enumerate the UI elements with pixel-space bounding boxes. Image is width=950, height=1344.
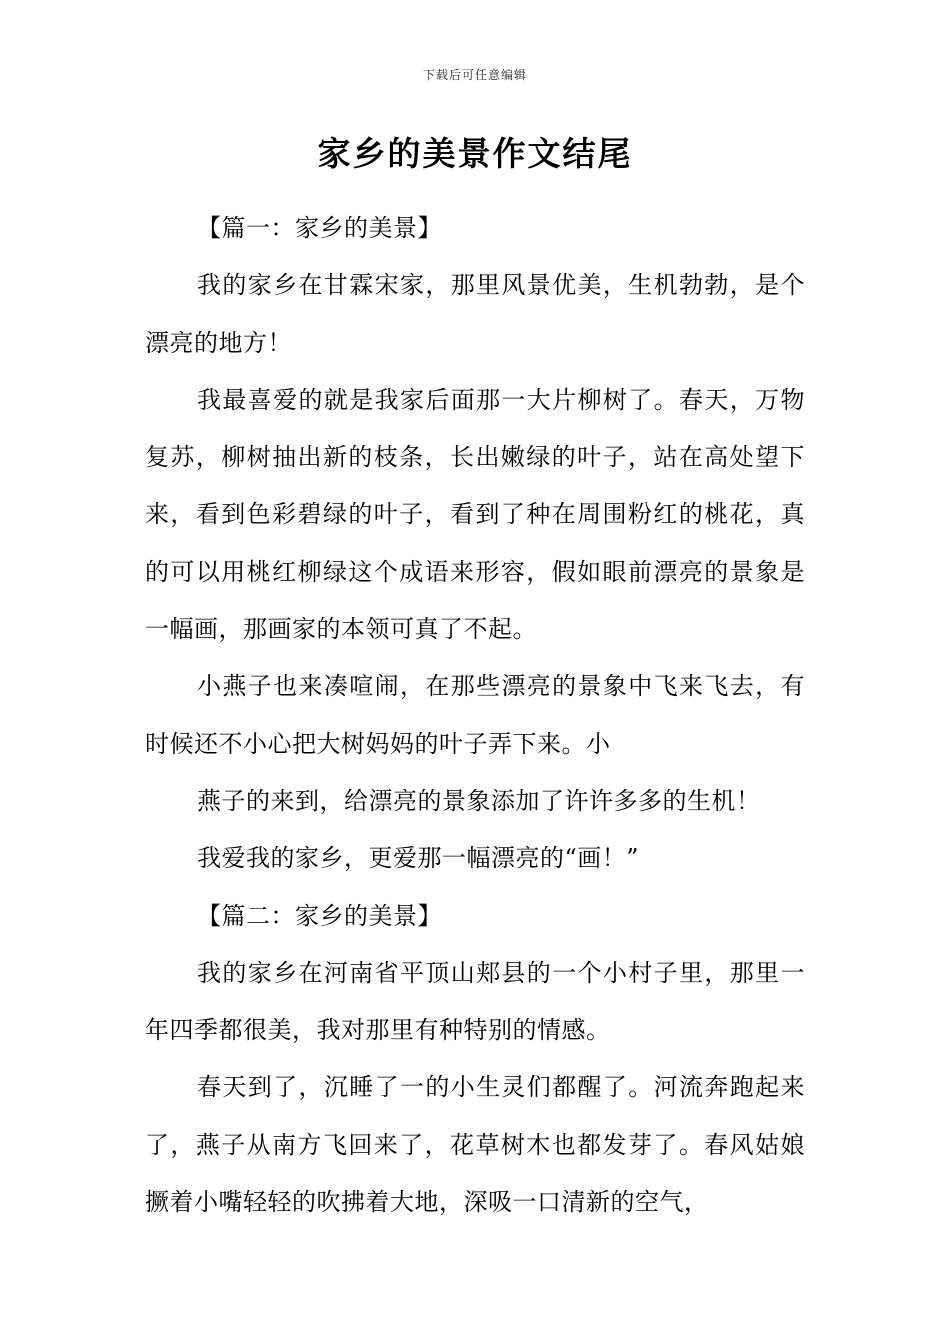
paragraph: 燕子的来到，给漂亮的景象添加了许许多多的生机！ <box>197 786 761 815</box>
section-heading-2: 【篇二：家乡的美景】 <box>197 901 442 930</box>
paragraph: 春天到了，沉睡了一的小生灵们都醒了。河流奔跑起来了，燕子从南方飞回来了，花草树木也都发芽了。春风姑娘撅着小嘴轻轻的吹拂着大地，深吸一口清新的空气， <box>145 1073 805 1217</box>
document-title: 家乡的美景作文结尾 <box>317 134 633 173</box>
paragraph: 我最喜爱的就是我家后面那一大片柳树了。春天，万物复苏，柳树抽出新的枝条，长出嫩绿的叶子，站在高处望下来，看到色彩碧绿的叶子，看到了种在周围粉红的桃花，真的可以用桃红柳绿这个成语来形容，假如眼前漂亮的景象是一幅画，那画家的本领可真了不起。 <box>145 385 805 644</box>
section-heading-1: 【篇一：家乡的美景】 <box>197 214 442 242</box>
paragraph: 我爱我的家乡，更爱那一幅漂亮的“画！” <box>197 844 640 873</box>
document-body <box>145 200 805 1231</box>
header-note: 下载后可任意编辑 <box>422 68 527 82</box>
paragraph: 我的家乡在河南省平顶山郏县的一个小村子里，那里一年四季都很美，我对那里有种特别的情感。 <box>145 958 805 1045</box>
paragraph: 我的家乡在甘霖宋家，那里风景优美，生机勃勃，是个漂亮的地方！ <box>145 271 805 357</box>
paragraph: 小燕子也来凑喧闹，在那些漂亮的景象中飞来飞去，有时候还不小心把大树妈妈的叶子弄下来。小 <box>145 672 805 758</box>
